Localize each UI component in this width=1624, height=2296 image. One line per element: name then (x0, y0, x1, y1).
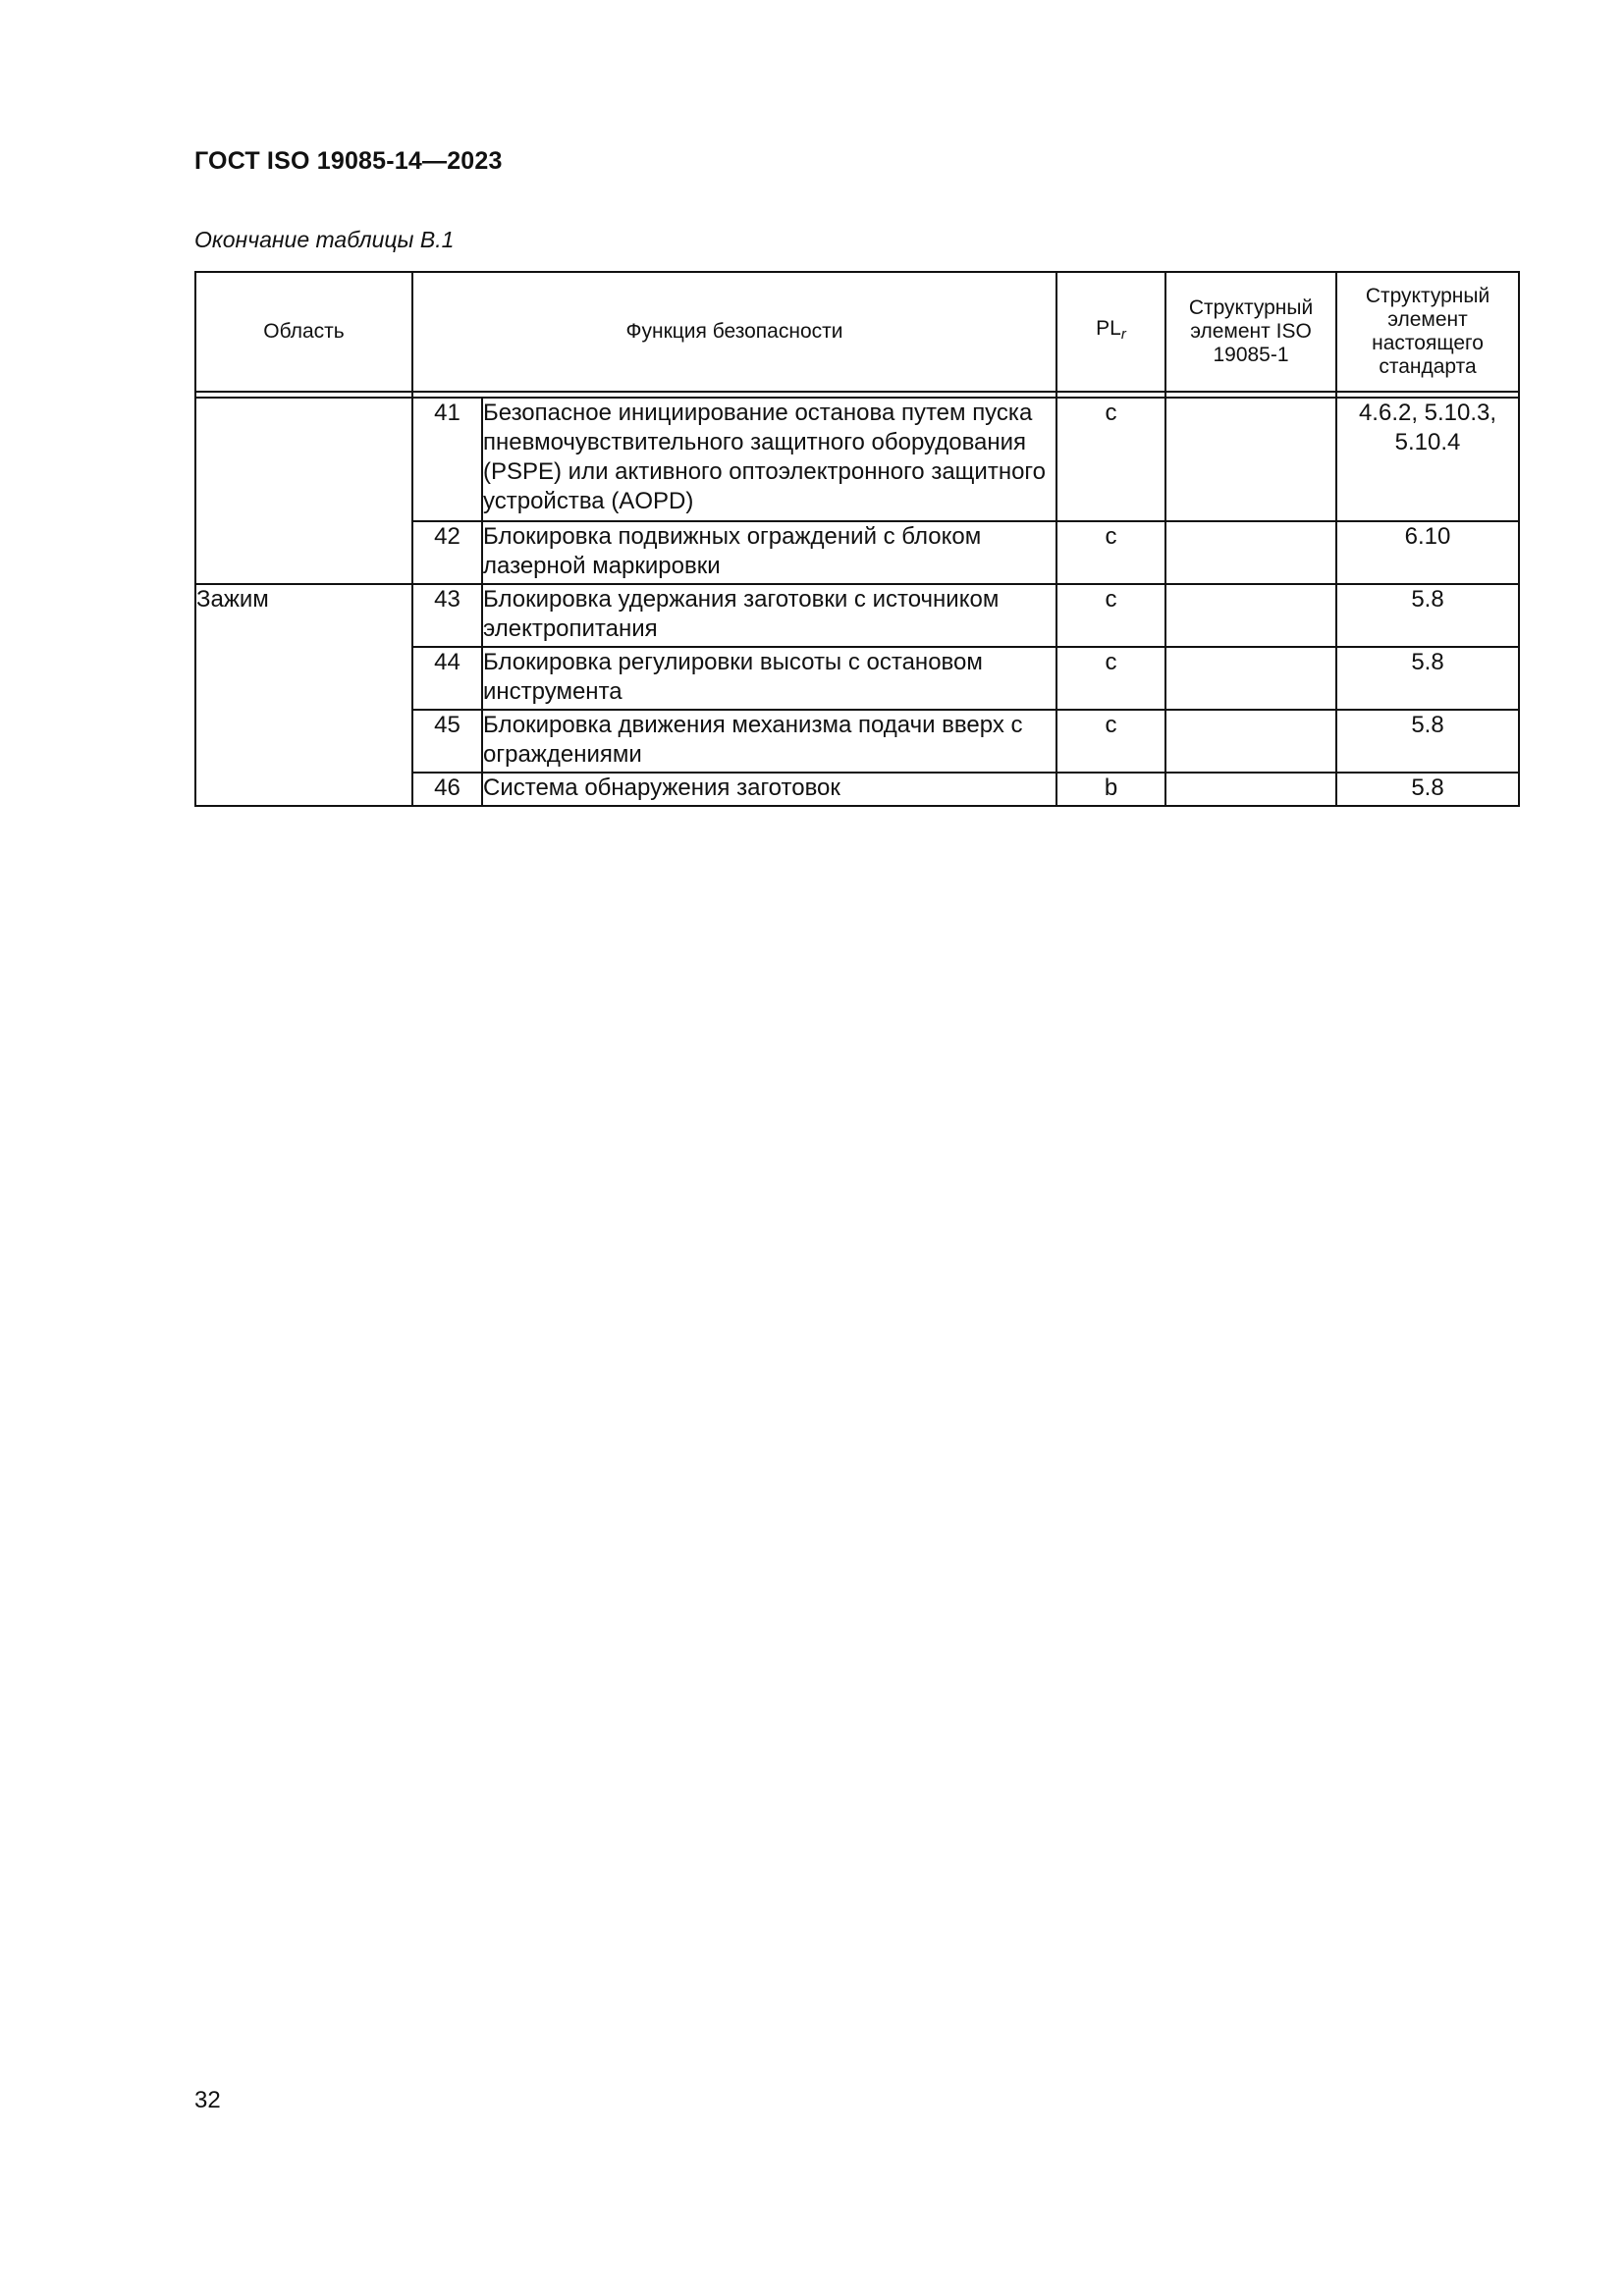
pl-value: c (1056, 398, 1165, 521)
iso-element-value (1165, 710, 1336, 773)
table-body (195, 398, 1519, 806)
safety-functions-table (194, 271, 1520, 807)
header-standard-element: Структурный элемент настоящего стандарта (1336, 272, 1519, 392)
safety-function-text: Блокировка удержания заготовки с источником электропитания (482, 584, 1056, 647)
header-row (195, 272, 1519, 392)
table-row (195, 398, 1519, 521)
pl-value: c (1056, 647, 1165, 710)
row-number: 45 (412, 710, 482, 773)
header-iso-element: Структурный элемент ISO 19085-1 (1165, 272, 1336, 392)
area-cell: Зажим (195, 584, 412, 806)
row-number: 42 (412, 521, 482, 584)
iso-element-value (1165, 584, 1336, 647)
pl-value: b (1056, 773, 1165, 806)
safety-function-text: Безопасное инициирование останова путем пуска пневмочувствительного защитного оборудования (PSPE) или активного оптоэлектронного защитного устройства (AOPD) (482, 398, 1056, 521)
document-header: ГОСТ ISO 19085-14—2023 (194, 147, 503, 175)
standard-element-value: 5.8 (1336, 710, 1519, 773)
header-pl (1056, 272, 1165, 392)
pl-value: c (1056, 521, 1165, 584)
standard-element-value: 4.6.2, 5.10.3, 5.10.4 (1336, 398, 1519, 521)
standard-element-value: 5.8 (1336, 584, 1519, 647)
iso-element-value (1165, 398, 1336, 521)
iso-element-value (1165, 521, 1336, 584)
table-caption: Окончание таблицы В.1 (194, 227, 455, 252)
standard-element-value: 5.8 (1336, 773, 1519, 806)
safety-function-text: Блокировка движения механизма подачи вверх с ограждениями (482, 710, 1056, 773)
safety-function-text: Блокировка регулировки высоты с остановом инструмента (482, 647, 1056, 710)
header-pl-main: PL (1096, 317, 1121, 340)
page-number: 32 (194, 2087, 221, 2113)
row-number: 43 (412, 584, 482, 647)
standard-element-value: 5.8 (1336, 647, 1519, 710)
row-number: 44 (412, 647, 482, 710)
standard-element-value: 6.10 (1336, 521, 1519, 584)
row-number: 41 (412, 398, 482, 521)
table-row (195, 584, 1519, 647)
area-cell (195, 398, 412, 584)
iso-element-value (1165, 773, 1336, 806)
row-number: 46 (412, 773, 482, 806)
safety-function-text: Система обнаружения заготовок (482, 773, 1056, 806)
iso-element-value (1165, 647, 1336, 710)
header-area: Область (195, 272, 412, 392)
pl-value: c (1056, 584, 1165, 647)
pl-value: c (1056, 710, 1165, 773)
header-pl-sub: r (1120, 326, 1126, 343)
header-function: Функция безопасности (412, 272, 1056, 392)
safety-function-text: Блокировка подвижных ограждений с блоком лазерной маркировки (482, 521, 1056, 584)
table-head (195, 272, 1519, 398)
